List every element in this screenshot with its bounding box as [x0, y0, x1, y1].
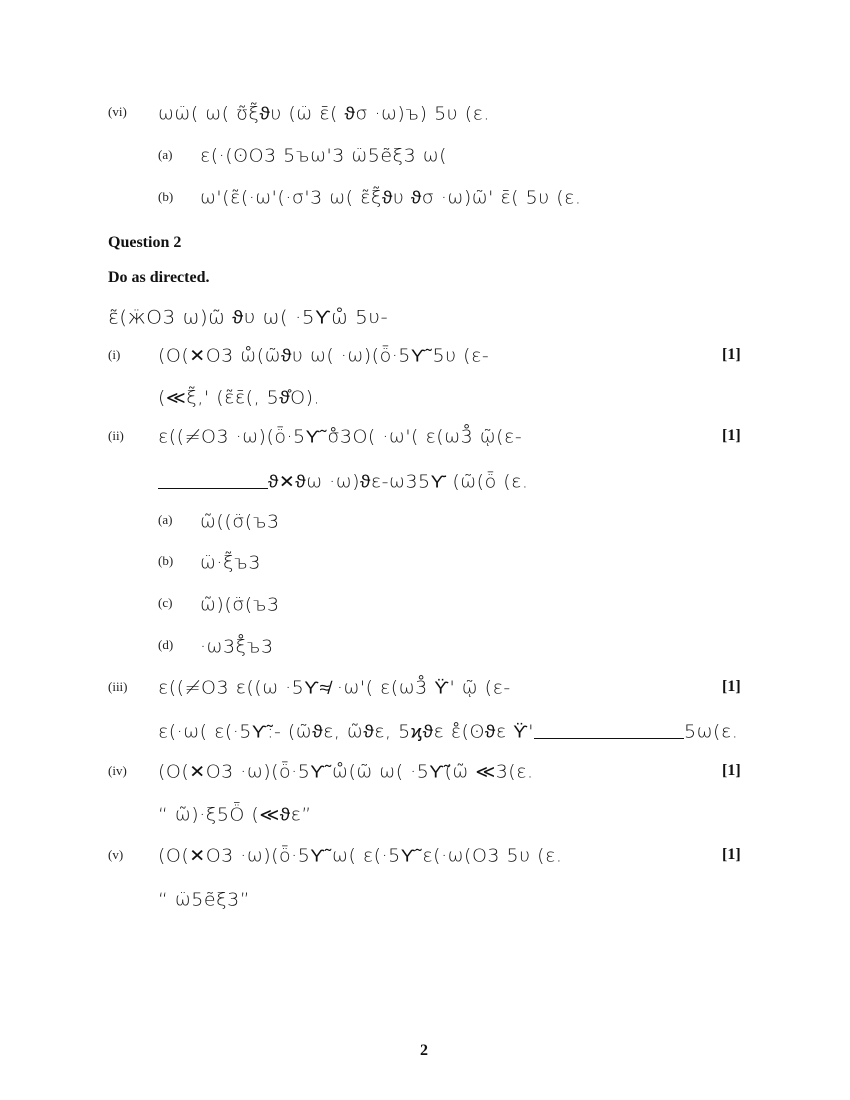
item-text-v: (O(✕O3 ·ω)(ȫ·5ϒ̃ ω( ɛ(·5ϒ̃ ɛ(·ω(O3 5υ (ɛ.	[158, 846, 563, 867]
blank-line[interactable]	[534, 724, 684, 739]
page-number: 2	[420, 1042, 428, 1059]
item-text-i: (O(✕O3 ω̊(ῶϑυ ω( ·ω)(ȫ·5ϒ̃ 5υ (ɛ-	[158, 346, 490, 367]
item-text-iv: (O(✕O3 ·ω)(ȫ·5ϒ̃ ω̊(ῶ ω( ·5ϒ̃(ω̃ ≪3(ɛ.	[158, 762, 534, 783]
option-text-b: ω'(ε̃(·ω'(·σ'3 ω( ε̃ξ̃ϑυ ϑσ ·ω)ῶ' ε̄( 5υ (ɛ.	[200, 188, 582, 209]
quote-iv: “ ω̃)·ξ5Ȫ (≪ϑε”	[158, 805, 312, 826]
item-text-vi: ωω̈( ω( ʊ̃ξ̃ϑυ (ω̈ ε̄( ϑσ ·ω)ъ) 5υ (ɛ.	[158, 104, 490, 125]
option-text-ii-c: ω̃)(σ̈(ъ3	[200, 595, 280, 616]
blank-line[interactable]	[158, 474, 268, 489]
blank-text-ii: ϑ✕ϑω ·ω)ϑε-ω35ϒ̇ (ῶ(ȫ (ε.	[268, 472, 529, 493]
option-label-b: (b)	[158, 189, 174, 204]
option-text-ii-d: ·ω3ξ̊ъ3	[200, 637, 274, 658]
quote-v: “ ω̈5ẽξ3”	[158, 890, 251, 911]
option-text-ii-b: ω̈·ξ̃ъ3	[200, 553, 261, 574]
option-label-ii-d: (d)	[158, 637, 174, 652]
marks-v: [1]	[722, 846, 741, 863]
item-label-i: (i)	[108, 347, 121, 362]
item-label-v: (v)	[108, 847, 124, 862]
item-label-iv: (iv)	[108, 763, 127, 778]
option-label-a: (a)	[158, 147, 173, 162]
item-label-iii: (iii)	[108, 679, 128, 694]
item-text-ii: ɛ((≠O3 ·ω)(ȫ·5ϒ̃ σ̊3O( ·ω'( ɛ(ω3̊ ῷ(ɛ-	[158, 427, 523, 448]
item-label-ii: (ii)	[108, 428, 124, 443]
option-label-ii-a: (a)	[158, 512, 173, 527]
option-text-ii-a: ω̃((σ̈(ъ3	[200, 512, 280, 533]
option-label-ii-b: (b)	[158, 553, 174, 568]
item-text-iii: ɛ((≠O3 ε((ω ·5ϒ≉ ·ω'( ɛ(ω3̊ ϔ' ῷ (ɛ-	[158, 678, 511, 699]
option-label-ii-c: (c)	[158, 595, 173, 610]
answer-prefix-iii: ɛ(·ω( ɛ(·5ϒ̃:- (ῶϑε, ω̃ϑε, 5ϗϑε ɛ̊(ʘϑε ϔ'	[158, 722, 535, 743]
question-instruction-script: ε̃(ӝO3 ω)ῶ ϑυ ω( ·5ϒω̊ 5υ-	[108, 306, 389, 329]
fill-blank-iii	[158, 722, 738, 745]
answer-line-i: (≪ξ̃,' (ε̃ε̄(, 5ϑ̊O).	[158, 388, 321, 409]
marks-iv: [1]	[722, 762, 741, 779]
marks-iii: [1]	[722, 678, 741, 695]
marks-ii: [1]	[722, 427, 741, 444]
item-label-vi: (vi)	[108, 104, 127, 119]
question-instruction: Do as directed.	[108, 269, 210, 286]
marks-i: [1]	[722, 346, 741, 363]
answer-suffix-iii: 5ω(ε.	[684, 722, 739, 743]
question-title: Question 2	[108, 234, 182, 251]
option-text-a: ɛ(·(ʘO3 5ъω'3 ω̈5ẽξ3 ω(	[200, 146, 448, 167]
fill-blank-ii	[158, 472, 528, 495]
